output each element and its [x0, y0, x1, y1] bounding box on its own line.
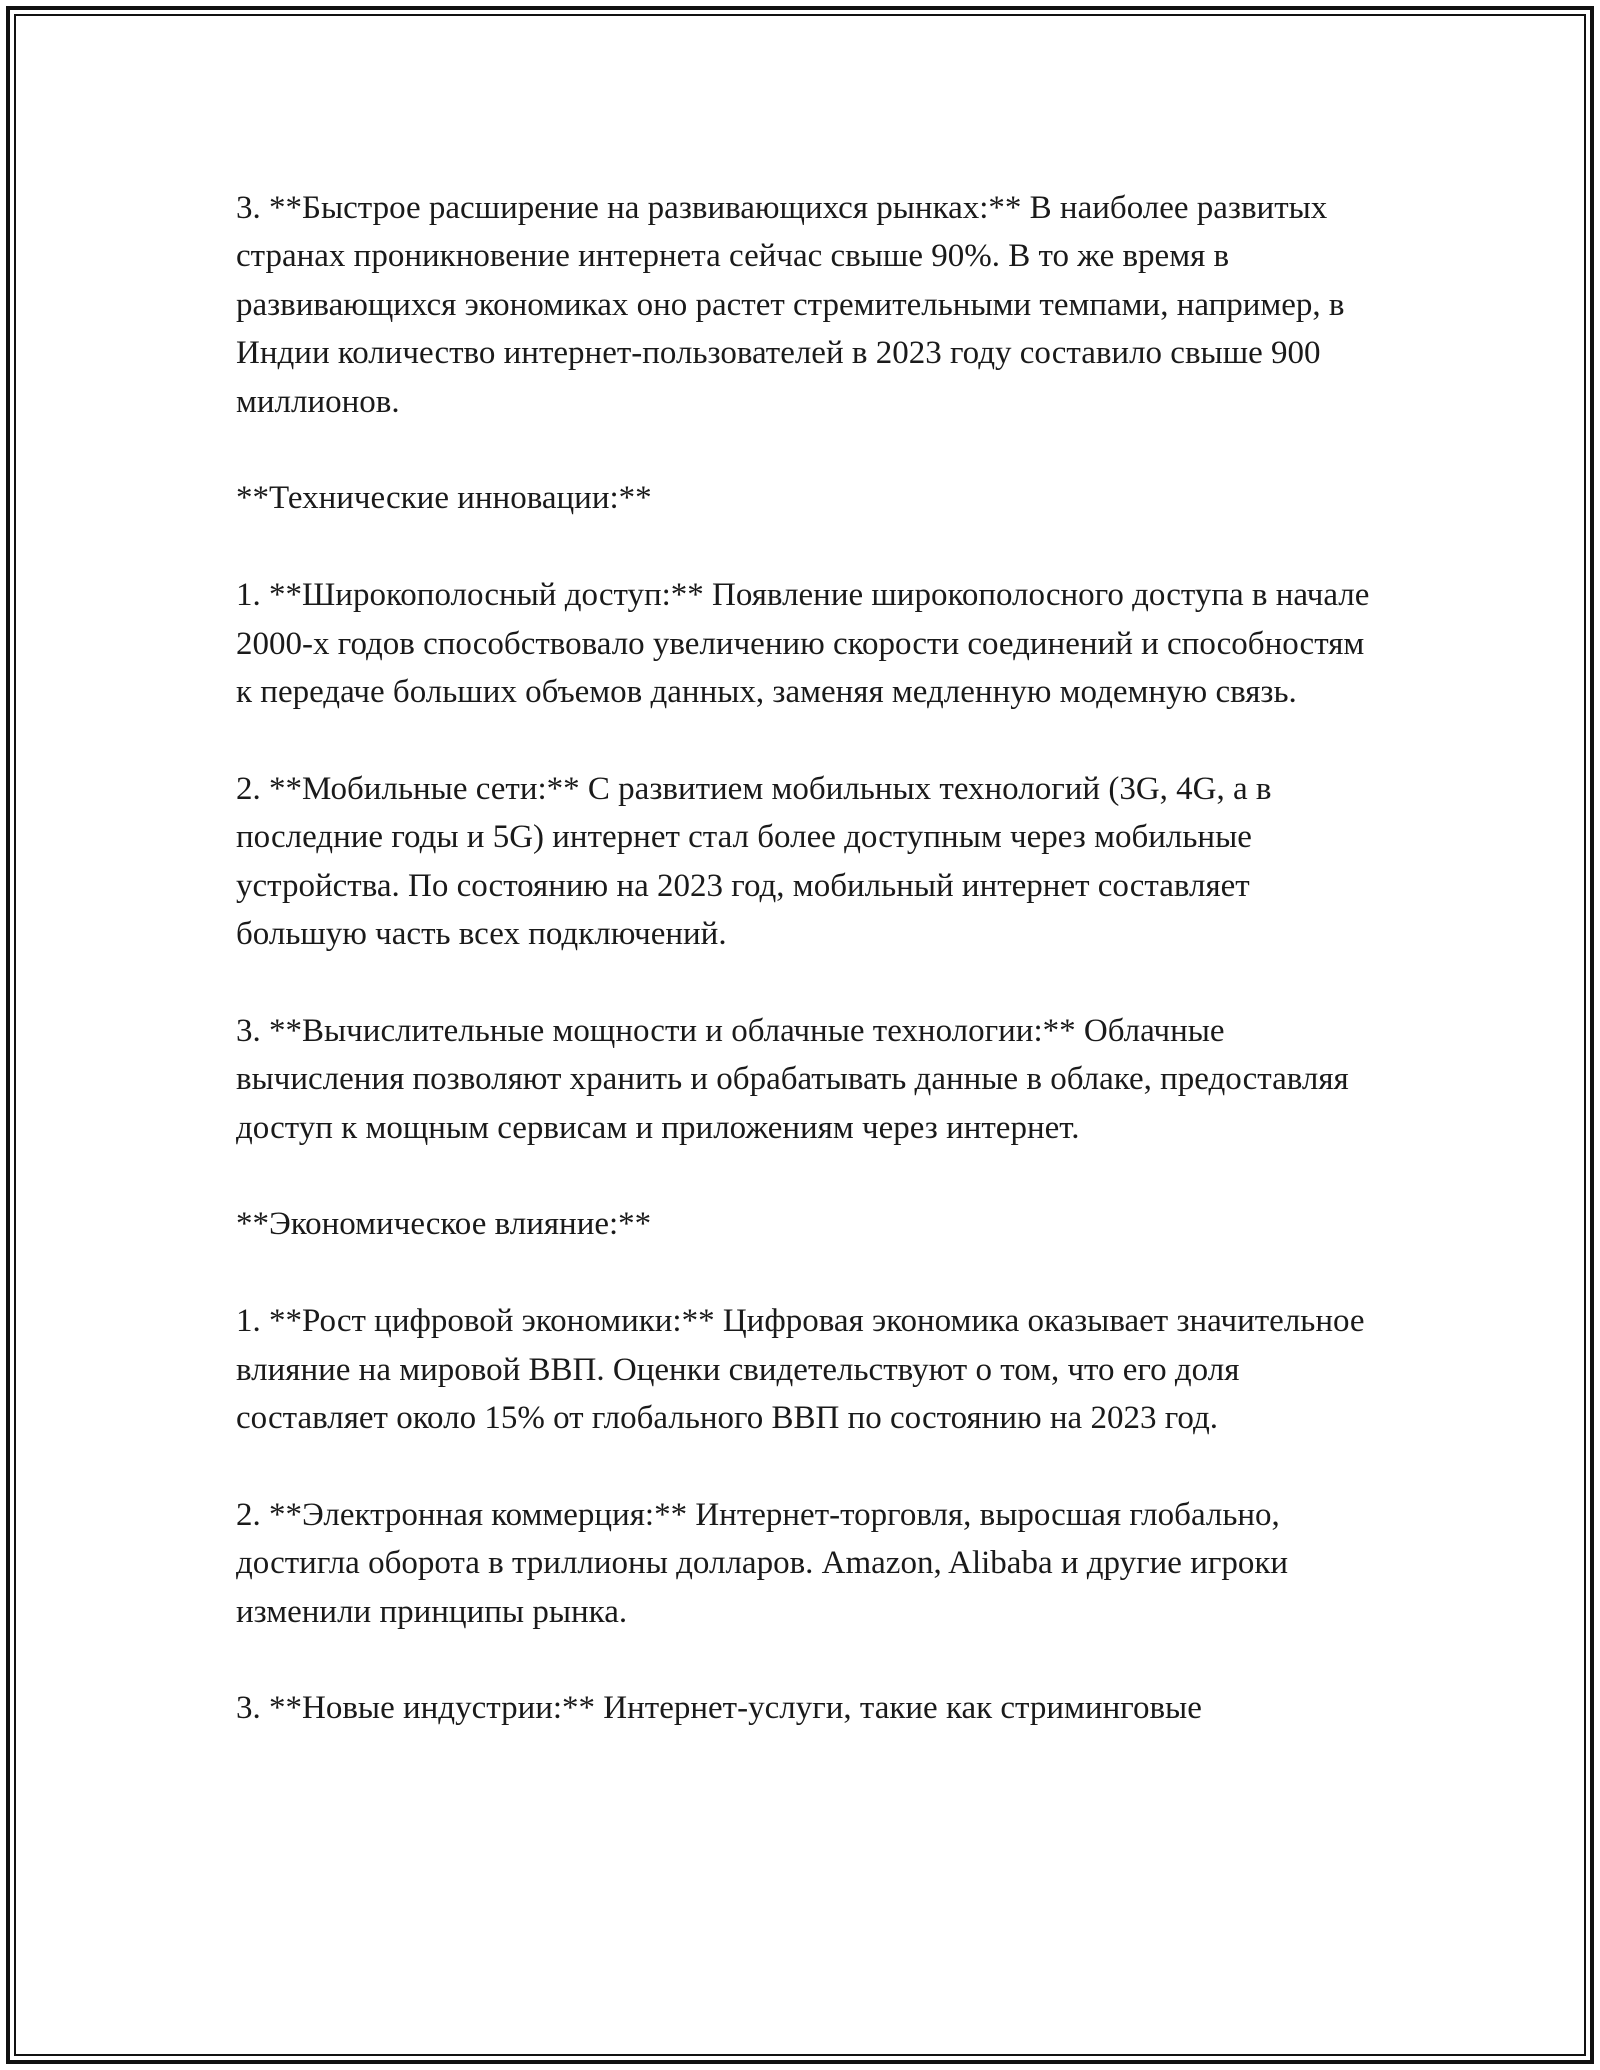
paragraph-digital-economy: 1. **Рост цифровой экономики:** Цифровая экономика оказывает значительное влияние на мировой ВВП. Оценки свидетельствуют о том, что его доля составляет около 15% от глобального ВВП по состоянию на 2023 год. — [236, 1303, 1365, 1437]
heading-technical-innovations: **Технические инновации:** — [236, 480, 652, 517]
paragraph-broadband: 1. **Широкополосный доступ:** Появление широкополосного доступа в начале 2000-х годов способствовало увеличению скорости соединений и способностям к передаче больших объемов данных, заменяя медленную модемную связь. — [236, 577, 1370, 711]
heading-economic-impact: **Экономическое влияние:** — [236, 1206, 652, 1243]
paragraph-ecommerce: 2. **Электронная коммерция:** Интернет-торговля, выросшая глобально, достигла оборота в триллионы долларов. Amazon, Alibaba и другие игроки изменили принципы рынка. — [236, 1496, 1289, 1630]
document-body — [236, 184, 1386, 1733]
paragraph-mobile-networks: 2. **Мобильные сети:** С развитием мобильных технологий (3G, 4G, а в последние годы и 5G) интернет стал более доступным через мобильные устройства. По состоянию на 2023 год, мобильный интернет составляет большую часть всех подключений. — [236, 770, 1272, 953]
paragraph-emerging-markets: 3. **Быстрое расширение на развивающихся рынках:** В наиболее развитых странах проникновение интернета сейчас свыше 90%. В то же время в развивающихся экономиках оно растет стремительными темпами, например, в Индии количество интернет-пользователей в 2023 году составило свыше 900 миллионов. — [236, 190, 1345, 420]
paragraph-cloud-computing: 3. **Вычислительные мощности и облачные технологии:** Облачные вычисления позволяют хранить и обрабатывать данные в облаке, предоставляя доступ к мощным сервисам и приложениям через интернет. — [236, 1012, 1349, 1146]
paragraph-new-industries: 3. **Новые индустрии:** Интернет-услуги, такие как стриминговые — [236, 1690, 1202, 1727]
